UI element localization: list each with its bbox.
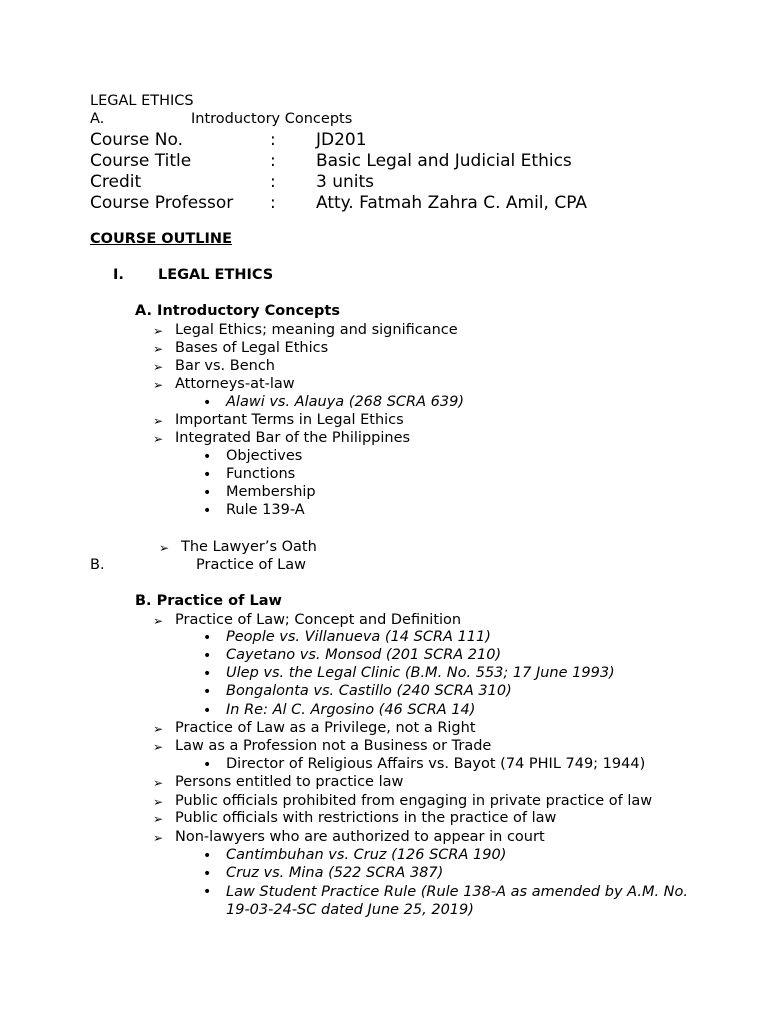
course-no-sep: : (270, 130, 276, 150)
list-item: Non-lawyers who are authorized to appear in court (175, 829, 545, 845)
credit-label: Credit (90, 172, 142, 192)
case-citation: Cruz vs. Mina (522 SCRA 387) (226, 865, 444, 881)
bullet-icon: • (203, 666, 212, 682)
course-professor-label: Course Professor (90, 193, 234, 213)
case-citation: Bongalonta vs. Castillo (240 SCRA 310) (226, 683, 512, 699)
list-item: Integrated Bar of the Philippines (175, 430, 411, 446)
part-b-heading: B. Practice of Law (135, 593, 282, 609)
bullet-icon: • (203, 848, 212, 864)
course-outline-heading: COURSE OUTLINE (90, 231, 232, 247)
bullet-icon: • (203, 503, 212, 519)
list-item: Persons entitled to practice law (175, 774, 404, 790)
bullet-icon: • (203, 684, 212, 700)
sub-list-item: Objectives (226, 448, 303, 464)
part-a-heading: A. Introductory Concepts (135, 303, 340, 319)
case-citation: Alawi vs. Alauya (268 SCRA 639) (226, 394, 464, 410)
section-title: LEGAL ETHICS (158, 267, 274, 283)
list-item: Practice of Law; Concept and Definition (175, 612, 462, 628)
list-item: Public officials with restrictions in the practice of law (175, 810, 557, 826)
list-item: Bases of Legal Ethics (175, 340, 329, 356)
arrow-bullet-icon: ➢ (153, 812, 164, 826)
arrow-bullet-icon: ➢ (153, 414, 164, 428)
bullet-icon: • (203, 395, 212, 411)
list-item: Public officials prohibited from engaging in private practice of law (175, 793, 653, 809)
arrow-bullet-icon: ➢ (153, 378, 164, 392)
bullet-icon: • (203, 757, 212, 773)
case-citation: Ulep vs. the Legal Clinic (B.M. No. 553; 17 June 1993) (226, 665, 615, 681)
bullet-icon: • (203, 703, 212, 719)
course-professor-sep: : (270, 193, 276, 213)
sub-list-item: Functions (226, 466, 296, 482)
bullet-icon: • (203, 485, 212, 501)
subheading-title: Practice of Law (196, 557, 306, 573)
course-no-label: Course No. (90, 130, 183, 150)
arrow-bullet-icon: ➢ (153, 342, 164, 356)
case-citation: Cantimbuhan vs. Cruz (126 SCRA 190) (226, 847, 507, 863)
case-citation: Director of Religious Affairs vs. Bayot (74 PHIL 749; 1944) (226, 756, 646, 772)
arrow-bullet-icon: ➢ (153, 324, 164, 338)
sub-list-item: Membership (226, 484, 316, 500)
arrow-bullet-icon: ➢ (153, 831, 164, 845)
arrow-bullet-icon: ➢ (153, 795, 164, 809)
arrow-bullet-icon: ➢ (153, 722, 164, 736)
arrow-bullet-icon: ➢ (153, 360, 164, 374)
document-title: LEGAL ETHICS (90, 93, 194, 109)
course-title-sep: : (270, 151, 276, 171)
arrow-bullet-icon: ➢ (153, 614, 164, 628)
list-item: Legal Ethics; meaning and significance (175, 322, 458, 338)
subheading-letter: B. (90, 557, 105, 573)
subheading-letter: A. (90, 111, 105, 127)
course-no-value: JD201 (316, 130, 367, 150)
case-citation: Cayetano vs. Monsod (201 SCRA 210) (226, 647, 502, 663)
bullet-icon: • (203, 866, 212, 882)
subheading-title: Introductory Concepts (191, 111, 353, 127)
credit-value: 3 units (316, 172, 375, 192)
list-item: Law as a Profession not a Business or Trade (175, 738, 492, 754)
course-title-value: Basic Legal and Judicial Ethics (316, 151, 572, 171)
arrow-bullet-icon: ➢ (153, 740, 164, 754)
list-item: Bar vs. Bench (175, 358, 275, 374)
bullet-icon: • (203, 630, 212, 646)
case-citation: Law Student Practice Rule (Rule 138-A as amended by A.M. No. 19-03-24-SC dated June 25, 2019) (226, 884, 688, 918)
list-item: Practice of Law as a Privilege, not a Right (175, 720, 476, 736)
course-professor-value: Atty. Fatmah Zahra C. Amil, CPA (316, 193, 587, 213)
credit-sep: : (270, 172, 276, 192)
arrow-bullet-icon: ➢ (159, 541, 170, 555)
arrow-bullet-icon: ➢ (153, 432, 164, 446)
arrow-bullet-icon: ➢ (153, 776, 164, 790)
list-item: The Lawyer’s Oath (181, 539, 317, 555)
list-item: Important Terms in Legal Ethics (175, 412, 404, 428)
course-title-label: Course Title (90, 151, 192, 171)
bullet-icon: • (203, 467, 212, 483)
bullet-icon: • (203, 884, 212, 900)
sub-list-item: Rule 139-A (226, 502, 305, 518)
bullet-icon: • (203, 648, 212, 664)
case-citation: People vs. Villanueva (14 SCRA 111) (226, 629, 491, 645)
list-item: Attorneys-at-law (175, 376, 295, 392)
case-citation: In Re: Al C. Argosino (46 SCRA 14) (226, 702, 476, 718)
section-number: I. (113, 267, 124, 283)
bullet-icon: • (203, 449, 212, 465)
